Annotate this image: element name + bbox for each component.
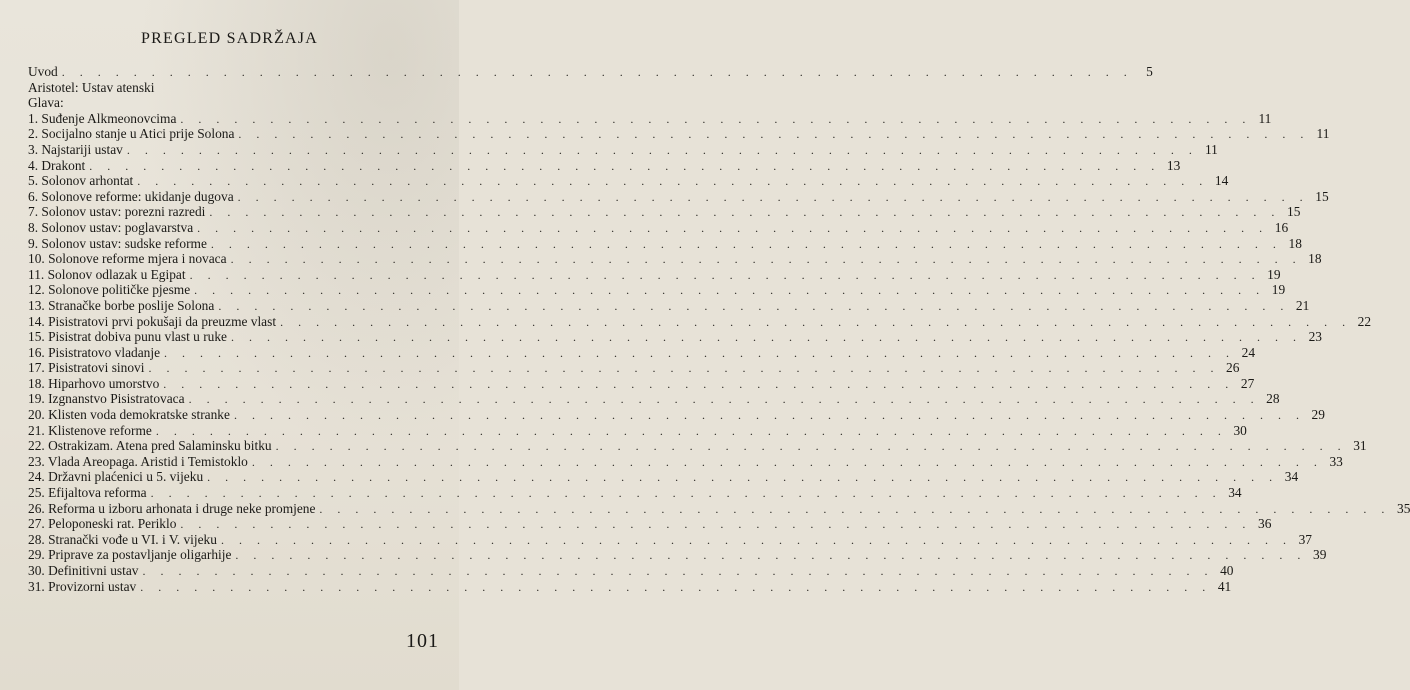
dot-leader: . . . . . . . . . . . . . . . . . . . . . . . . . . . . . . . . . . . . . . . . . . . . . . . . . . . . . . . . . . . . (319, 501, 1391, 516)
toc-entry-page: 14 (1214, 173, 1229, 189)
toc-entry-title: 24. Državni plaćenici u 5. vijeku (28, 469, 204, 485)
toc-entry-title: 11. Solonov odlazak u Egipat (28, 266, 186, 282)
toc-entry-title: 25. Efijaltova reforma (28, 485, 147, 501)
toc-entry (28, 95, 442, 111)
toc-entry-title: 21. Klistenove reforme (28, 422, 152, 438)
dot-leader: . . . . . . . . . . . . . . . . . . . . . . . . . . . . . . . . . . . . . . . . . . . . . . . . . . . . . . . . . . . . (155, 423, 1227, 438)
toc-entry-page: 28 (1266, 391, 1280, 407)
dot-leader: . . . . . . . . . . . . . . . . . . . . . . . . . . . . . . . . . . . . . . . . . . . . . . . . . . . . . . . . . . . . (235, 548, 1307, 563)
toc-entry-title: 19. Izgnanstvo Pisistratovaca (28, 391, 185, 407)
page-number: 101 (406, 630, 439, 652)
dot-leader: . . . . . . . . . . . . . . . . . . . . . . . . . . . . . . . . . . . . . . . . . . . . . . . . . . . . . . . . . . . . (238, 127, 1310, 142)
toc-entry-title: 26. Reforma u izboru arhonata i druge neke promjene (28, 500, 316, 516)
toc-entry-title: 13. Stranačke borbe poslije Solona (28, 297, 215, 313)
toc-entry-title: 15. Pisistrat dobiva punu vlast u ruke (28, 329, 227, 345)
toc-entry-title: 23. Vlada Areopaga. Aristid i Temistoklo (28, 453, 248, 469)
toc-entry-page: 29 (1311, 407, 1325, 423)
dot-leader: . . . . . . . . . . . . . . . . . . . . . . . . . . . . . . . . . . . . . . . . . . . . . . . . . . . . . . . . . . . . (150, 486, 1222, 501)
table-of-contents (28, 64, 1410, 594)
toc-entry (28, 157, 1181, 174)
toc-entry-page: 30 (1233, 422, 1247, 438)
dot-leader: . . . . . . . . . . . . . . . . . . . . . . . . . . . . . . . . . . . . . . . . . . . . . . . . . . . . . . . . . . . . (207, 470, 1279, 485)
toc-entry (28, 485, 1242, 501)
toc-entry (28, 469, 1299, 485)
toc-entry-page: 35 (1397, 500, 1410, 516)
dot-leader: . . . . . . . . . . . . . . . . . . . . . . . . . . . . . . . . . . . . . . . . . . . . . . . . . . . . . . . . . . . . (180, 111, 1252, 126)
toc-entry-page: 34 (1228, 485, 1242, 501)
toc-entry (28, 563, 1234, 579)
toc-entry-title: 7. Solonov ustav: porezni razredi (28, 204, 206, 220)
dot-leader: . . . . . . . . . . . . . . . . . . . . . . . . . . . . . . . . . . . . . . . . . . . . . . . . . . . . . . . . . . . . (230, 330, 1302, 345)
toc-entry (28, 313, 1372, 330)
dot-leader: . . . . . . . . . . . . . . . . . . . . . . . . . . . . . . . . . . . . . . . . . . . . . . . . . . . . . . . . . . . . (148, 361, 1220, 376)
toc-entry (28, 329, 1322, 345)
toc-entry-title: 4. Drakont (28, 157, 86, 173)
dot-leader: . . . . . . . . . . . . . . . . . . . . . . . . . . . . . . . . . . . . . . . . . . . . . . . . . . . . . . . . . . . . (233, 408, 1305, 423)
toc-entry-title: 9. Solonov ustav: sudske reforme (28, 235, 207, 251)
dot-leader: . . . . . . . . . . . . . . . . . . . . . . . . . . . . . . . . . . . . . . . . . . . . . . . . . . . . . . . . . . . . (197, 220, 1269, 235)
toc-entry-page: 37 (1298, 531, 1312, 547)
toc-entry (28, 266, 1281, 283)
toc-entry-page: 18 (1308, 251, 1322, 267)
toc-entry (28, 297, 1310, 314)
toc-entry-page: 36 (1258, 516, 1272, 532)
toc-entry (28, 453, 1343, 470)
dot-leader: . . . . . . . . . . . . . . . . . . . . . . . . . . . . . . . . . . . . . . . . . . . . . . . . . . . . . . . . . . . . (194, 283, 1266, 298)
dot-leader: . . . . . . . . . . . . . . . . . . . . . . . . . . . . . . . . . . . . . . . . . . . . . . . . . . . . . . . . . . . . (218, 298, 1290, 313)
dot-leader: . . . . . . . . . . . . . . . . . . . . . . . . . . . . . . . . . . . . . . . . . . . . . . . . . . . . . . . . . . . . (210, 236, 1282, 251)
toc-entry (28, 80, 442, 96)
toc-entry (28, 360, 1240, 376)
toc-entry-title: 17. Pisistratovi sinovi (28, 360, 145, 376)
toc-entry (28, 251, 1322, 267)
toc-entry-page: 26 (1226, 360, 1240, 376)
toc-entry-page: 16 (1274, 219, 1289, 235)
dot-leader: . . . . . . . . . . . . . . . . . . . . . . . . . . . . . . . . . . . . . . . . . . . . . . . . . . . . . . . . . . . . (61, 65, 1133, 79)
toc-entry-page: 27 (1240, 375, 1255, 391)
toc-entry-title: Glava: (28, 95, 64, 111)
toc-entry (28, 578, 1232, 595)
dot-leader: . . . . . . . . . . . . . . . . . . . . . . . . . . . . . . . . . . . . . . . . . . . . . . . . . . . . . . . . . . . . (89, 158, 1161, 173)
toc-entry-title: 8. Solonov ustav: poglavarstva (28, 219, 194, 235)
toc-entry-title: 12. Solonove političke pjesme (28, 282, 191, 298)
dot-leader: . . . . . . . . . . . . . . . . . . . . . . . . . . . . . . . . . . . . . . . . . . . . . . . . . . . . . . . . . . . . (140, 579, 1212, 594)
toc-entry (28, 500, 1410, 517)
toc-entry-title: 27. Peloponeski rat. Periklo (28, 516, 177, 532)
toc-entry-title: 10. Solonove reforme mjera i novaca (28, 251, 227, 267)
dot-leader: . . . . . . . . . . . . . . . . . . . . . . . . . . . . . . . . . . . . . . . . . . . . . . . . . . . . . . . . . . . . (209, 205, 1281, 220)
toc-entry (28, 219, 1289, 236)
toc-entry (28, 407, 1325, 423)
dot-leader: . . . . . . . . . . . . . . . . . . . . . . . . . . . . . . . . . . . . . . . . . . . . . . . . . . . . . . . . . . . . (237, 189, 1309, 204)
toc-entry-page: 31 (1353, 438, 1367, 454)
toc-entry (28, 438, 1367, 454)
toc-entry-title: 30. Definitivni ustav (28, 563, 139, 578)
toc-entry (28, 422, 1247, 439)
toc-entry (28, 64, 1153, 80)
toc-entry-page: 11 (1316, 126, 1330, 142)
toc-entry-title: 6. Solonove reforme: ukidanje dugova (28, 188, 234, 204)
toc-entry (28, 531, 1312, 548)
toc-entry-title: 14. Pisistratovi prvi pokušaji da preuzme vlast (28, 313, 277, 329)
toc-entry-title: Uvod (28, 64, 58, 79)
toc-entry-page: 39 (1313, 547, 1327, 563)
toc-entry-page: 15 (1315, 188, 1329, 204)
toc-entry-title: 16. Pisistratovo vladanje (28, 344, 161, 360)
dot-leader: . . . . . . . . . . . . . . . . . . . . . . . . . . . . . . . . . . . . . . . . . . . . . . . . . . . . . . . . . . . . (275, 439, 1347, 454)
toc-entry-title: Aristotel: Ustav atenski (28, 79, 155, 95)
front-matter-list (28, 64, 1153, 111)
toc-entry-title: 1. Suđenje Alkmeonovcima (28, 110, 177, 126)
dot-leader: . . . . . . . . . . . . . . . . . . . . . . . . . . . . . . . . . . . . . . . . . . . . . . . . . . . . . . . . . . . . (280, 314, 1352, 329)
toc-entry-page: 15 (1287, 204, 1301, 220)
dot-leader: . . . . . . . . . . . . . . . . . . . . . . . . . . . . . . . . . . . . . . . . . . . . . . . . . . . . . . . . . . . . (189, 267, 1261, 282)
toc-entry-title: 2. Socijalno stanje u Atici prije Solona (28, 126, 235, 142)
toc-entry (28, 282, 1286, 298)
toc-entry (28, 141, 1218, 158)
toc-entry-page: 18 (1288, 235, 1302, 251)
dot-leader: . . . . . . . . . . . . . . . . . . . . . . . . . . . . . . . . . . . . . . . . . . . . . . . . . . . . . . . . . . . . (163, 376, 1235, 391)
toc-entry-page: 5 (1146, 64, 1153, 79)
toc-entry-page: 21 (1295, 297, 1310, 313)
toc-entry-title: 18. Hiparhovo umorstvo (28, 375, 160, 391)
toc-entry-page: 11 (1204, 141, 1218, 157)
toc-entry-title: 28. Stranački vođe u VI. i V. vijeku (28, 531, 217, 547)
toc-entry (28, 391, 1280, 407)
dot-leader: . . . . . . . . . . . . . . . . . . . . . . . . . . . . . . . . . . . . . . . . . . . . . . . . . . . . . . . . . . . . (164, 345, 1236, 360)
toc-entry (28, 110, 1272, 127)
toc-entry-title: 31. Provizorni ustav (28, 578, 137, 594)
toc-entry (28, 173, 1229, 189)
dot-leader: . . . . . . . . . . . . . . . . . . . . . . . . . . . . . . . . . . . . . . . . . . . . . . . . . . . . . . . . . . . . (137, 174, 1209, 189)
toc-entry-page: 19 (1271, 282, 1286, 298)
toc-entry (28, 204, 1301, 220)
toc-entry-page: 19 (1267, 266, 1281, 282)
page-title: PREGLED SADRŽAJA (141, 30, 318, 47)
toc-entry (28, 235, 1302, 252)
toc-entry-page: 23 (1308, 329, 1322, 345)
dot-leader: . . . . . . . . . . . . . . . . . . . . . . . . . . . . . . . . . . . . . . . . . . . . . . . . . . . . . . . . . . . . (188, 392, 1260, 407)
toc-entry (28, 375, 1255, 392)
toc-entry-title: 5. Solonov arhontat (28, 173, 134, 189)
toc-entry-page: 24 (1241, 344, 1256, 360)
toc-entry (28, 516, 1272, 532)
toc-entry-title: 29. Priprave za postavljanje oligarhije (28, 547, 232, 563)
toc-entry (28, 547, 1327, 563)
toc-entry-page: 13 (1166, 157, 1181, 173)
toc-entry (28, 188, 1329, 205)
toc-entry-title: 3. Najstariji ustav (28, 141, 123, 157)
dot-leader: . . . . . . . . . . . . . . . . . . . . . . . . . . . . . . . . . . . . . . . . . . . . . . . . . . . . . . . . . . . . (220, 532, 1292, 547)
toc-entry-page: 11 (1258, 110, 1272, 126)
dot-leader: . . . . . . . . . . . . . . . . . . . . . . . . . . . . . . . . . . . . . . . . . . . . . . . . . . . . . . . . . . . . (230, 252, 1302, 267)
toc-entry (28, 126, 1330, 142)
dot-leader: . . . . . . . . . . . . . . . . . . . . . . . . . . . . . . . . . . . . . . . . . . . . . . . . . . . . . . . . . . . . (142, 564, 1214, 578)
toc-entry-title: 22. Ostrakizam. Atena pred Salaminsku bitku (28, 438, 272, 454)
toc-entry-page: 41 (1217, 578, 1232, 594)
dot-leader: . . . . . . . . . . . . . . . . . . . . . . . . . . . . . . . . . . . . . . . . . . . . . . . . . . . . . . . . . . . . (180, 517, 1252, 532)
dot-leader: . . . . . . . . . . . . . . . . . . . . . . . . . . . . . . . . . . . . . . . . . . . . . . . . . . . . . . . . . . . . (251, 454, 1323, 469)
toc-entry-page: 22 (1357, 313, 1372, 329)
toc-entry-page: 40 (1220, 563, 1234, 578)
toc-entry (28, 344, 1256, 361)
toc-entry-page: 34 (1284, 469, 1299, 485)
toc-entry-page: 33 (1329, 453, 1343, 469)
toc-entry-title: 20. Klisten voda demokratske stranke (28, 407, 230, 423)
chapter-list (28, 110, 1410, 594)
dot-leader: . . . . . . . . . . . . . . . . . . . . . . . . . . . . . . . . . . . . . . . . . . . . . . . . . . . . . . . . . . . . (126, 142, 1198, 157)
